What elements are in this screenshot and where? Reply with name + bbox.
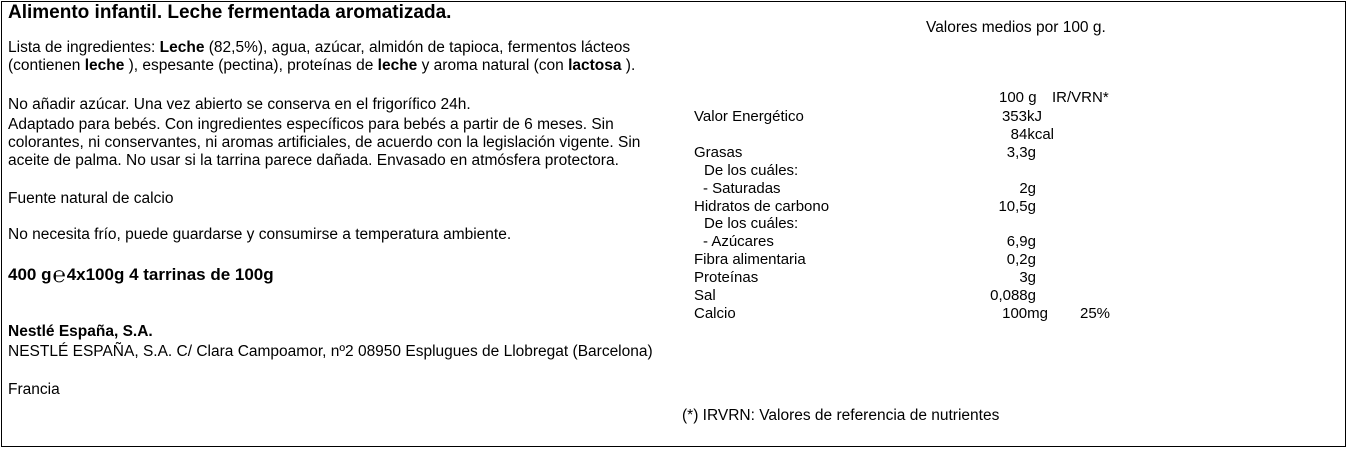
- usage-line-4: aceite de palma. No usar si la tarrina parece dañada. Envasado en atmósfera protectora.: [8, 152, 619, 169]
- energy-label: Valor Energético: [694, 108, 804, 125]
- ingredient-text: (82,5%), agua, azúcar, almidón de tapioca, fermentos lácteos: [204, 39, 631, 56]
- fat-of-which-label: De los cuáles:: [704, 162, 799, 179]
- claim-text: Fuente natural de calcio: [8, 190, 174, 207]
- ingredients-text-2: [8, 57, 635, 74]
- protein-label: Proteínas: [694, 269, 759, 286]
- header-100g: 100 g: [999, 89, 1037, 106]
- calcium-label: Calcio: [694, 305, 736, 322]
- ingredients-text-1: [160, 39, 630, 56]
- company-name: Nestlé España, S.A.: [8, 323, 153, 340]
- sugars-label: - Azúcares: [703, 233, 774, 250]
- salt-value: 0,088g: [990, 287, 1036, 304]
- ingredients-label: Lista de ingredientes:: [8, 39, 160, 56]
- usage-line-3: colorantes, ni conservantes, ni aromas artificiales, de acuerdo con la legislación vigente. Sin: [8, 134, 641, 151]
- estimated-sign-icon: ℮: [52, 262, 66, 287]
- carbs-label: Hidratos de carbono: [694, 198, 830, 215]
- storage-text: No necesita frío, puede guardarse y consumirse a temperatura ambiente.: [8, 226, 512, 243]
- header-ir: IR/VRN*: [1052, 89, 1109, 106]
- sugars-value: 6,9g: [1006, 233, 1036, 250]
- fat-value: 3,3g: [1006, 144, 1036, 161]
- calcium-ir: 25%: [1080, 305, 1111, 322]
- company-address: NESTLÉ ESPAÑA, S.A. C/ Clara Campoamor, nº2 08950 Esplugues de Llobregat (Barcelona): [8, 343, 653, 360]
- ingredient-text: ).: [621, 57, 636, 74]
- net-weight-value: 400 g: [8, 265, 52, 284]
- net-weight: [8, 262, 274, 287]
- usage-line-1: No añadir azúcar. Una vez abierto se conserva en el frigorífico 24h.: [8, 96, 471, 113]
- product-title: Alimento infantil. Leche fermentada aromatizada.: [8, 2, 452, 23]
- ingredient-text: y aroma natural (con: [417, 57, 569, 74]
- fibre-value: 0,2g: [1006, 251, 1036, 268]
- allergen-text: Leche: [159, 39, 205, 56]
- calcium-value: 100mg: [1002, 305, 1048, 322]
- carbs-value: 10,5g: [998, 198, 1036, 215]
- salt-label: Sal: [694, 287, 716, 304]
- saturated-value: 2g: [1019, 180, 1036, 197]
- pack-description: 4x100g 4 tarrinas de 100g: [66, 265, 274, 284]
- fibre-label: Fibra alimentaria: [694, 251, 806, 268]
- ingredients-line-2: [8, 57, 635, 75]
- usage-line-2: Adaptado para bebés. Con ingredientes específicos para bebés a partir de 6 meses. Sin: [8, 116, 614, 133]
- ingredient-text: (contienen: [8, 57, 85, 74]
- ingredients-line-1: [8, 39, 630, 57]
- allergen-text: leche: [377, 57, 418, 74]
- energy-kcal: 84kcal: [1010, 126, 1054, 143]
- allergen-text: lactosa: [568, 57, 622, 74]
- per-100g-heading: Valores medios por 100 g.: [926, 19, 1106, 36]
- saturated-label: - Saturadas: [703, 180, 781, 197]
- footnote: (*) IRVRN: Valores de referencia de nutrientes: [682, 407, 1000, 424]
- ingredient-text: ), espesante (pectina), proteínas de: [124, 57, 378, 74]
- carbs-of-which-label: De los cuáles:: [704, 215, 799, 232]
- allergen-text: leche: [84, 57, 125, 74]
- protein-value: 3g: [1019, 269, 1036, 286]
- fat-label: Grasas: [694, 144, 743, 161]
- energy-kj: 353kJ: [1001, 108, 1042, 125]
- origin-text: Francia: [8, 381, 60, 398]
